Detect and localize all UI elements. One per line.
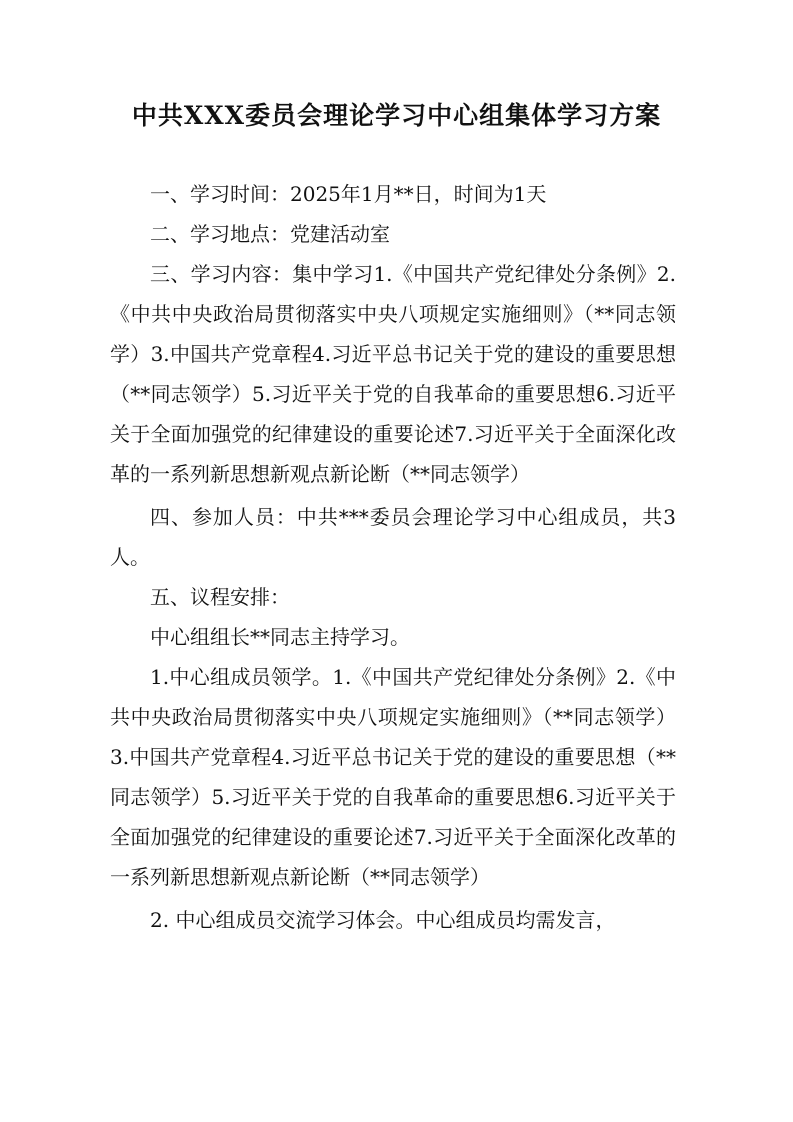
agenda-item-2: 2. 中心组成员交流学习体会。中心组成员均需发言， [150,908,616,932]
agenda-heading: 五、议程安排： [150,585,290,609]
agenda-item-1: 1.中心组成员领学。1.《中国共产党纪律处分条例》2.《中共中央政治局贯彻落实中央八项规定实施细则》（**同志领学）3.中国共产党章程4.习近平总书记关于党的建设的重要思想（**同志领学）5.习近平关于党的自我革命的重要思想6.习近平关于全面加强党的纪律建设的重要论述7.习近平关于全面深化改革的一系列新思想新观点新论断（**同志领学） [110,665,676,889]
document-title: 中共XXX委员会理论学习中心组集体学习方案 [131,101,662,130]
host-paragraph: 中心组组长**同志主持学习。 [150,625,410,649]
study-time-paragraph: 一、学习时间：2025年1月**日，时间为1天 [150,182,547,206]
document-body [110,174,676,940]
participants-paragraph: 四、参加人员：中共***委员会理论学习中心组成员，共3人。 [110,505,676,569]
study-content-paragraph: 三、学习内容：集中学习1.《中国共产党纪律处分条例》2.《中共中央政治局贯彻落实中央八项规定实施细则》（**同志领学）3.中国共产党章程4.习近平总书记关于党的建设的重要思想（**同志领学）5.习近平关于党的自我革命的重要思想6.习近平关于全面加强党的纪律建设的重要论述7.习近平关于全面深化改革的一系列新思想新观点新论断（**同志领学） [110,262,676,486]
study-location-paragraph: 二、学习地点：党建活动室 [150,222,390,246]
